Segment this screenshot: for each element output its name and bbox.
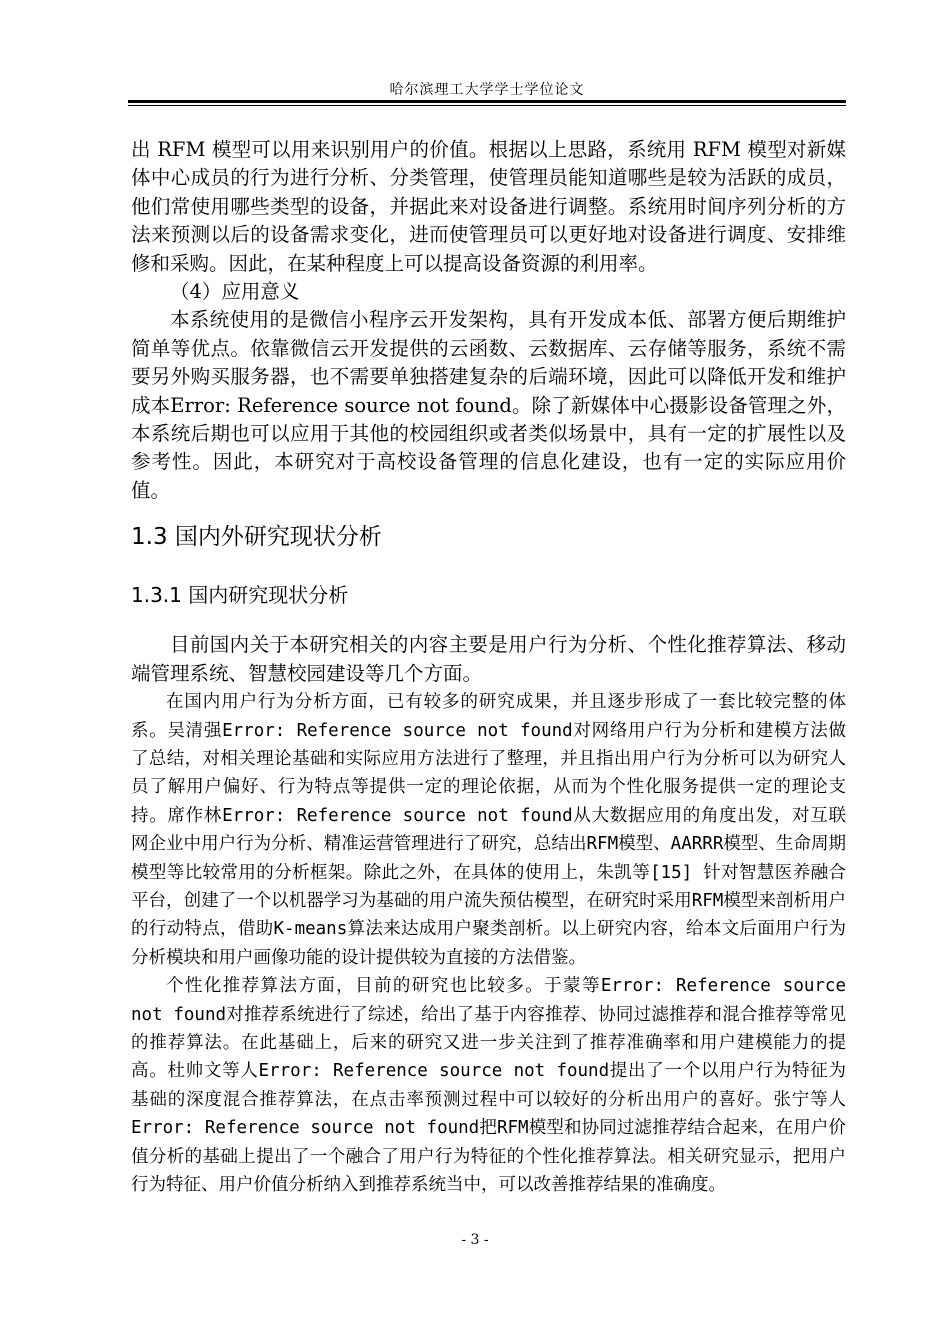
paragraph-domestic-overview: 目前国内关于本研究相关的内容主要是用户行为分析、个性化推荐算法、移动端管理系统、智慧校园建设等几个方面。 <box>131 633 846 685</box>
page-number: - 3 - <box>461 1232 489 1248</box>
paragraph-user-behavior-analysis: 在国内用户行为分析方面，已有较多的研究成果，并且逐步形成了一套比较完整的体系。吴清强Error: Reference source not found对网络用户行为分析和建模方法做了总结，对相关理论基础和实际应用方法进行了整理，并且指出用户行为分析可以为研究人员了解用户偏好、行为特点等提供一定的理论依据，从而为个性化服务提供一定的理论支持。席作林Error: Reference source not found从大数据应用的角度出发，对互联网企业中用户行为分析、精准运营管理进行了研究，总结出RFM模型、AARRR模型、生命周期模型等比较常用的分析框架。除此之外，在具体的使用上，朱凯等[15] 针对智慧医养融合平台，创建了一个以机器学习为基础的用户流失预估模型，在研究时采用RFM模型来剖析用户的行动特点，借助K-means算法来达成用户聚类剖析。以上研究内容，给本文后面用户行为分析模块和用户画像功能的设计提供较为直接的方法借鉴。 <box>131 692 846 968</box>
header-rule-thin <box>128 105 846 106</box>
paragraph-continued: 出 RFM 模型可以用来识别用户的价值。根据以上思路，系统用 RFM 模型对新媒体中心成员的行为进行分析、分类管理，使管理员能知道哪些是较为活跃的成员，他们常使用哪些类型的设备，并据此来对设备进行调整。系统用时间序列分析的方法来预测以后的设备需求变化，进而使管理员可以更好地对设备进行调度、安排维修和采购。因此，在某种程度上可以提高设备资源的利用率。 <box>131 138 846 275</box>
page-body <box>131 136 846 1199</box>
paragraph-recommendation-algorithms: 个性化推荐算法方面，目前的研究也比较多。于蒙等Error: Reference source not found对推荐系统进行了综述，给出了基于内容推荐、协同过滤推荐和混合推荐等常见的推荐算法。在此基础上，后来的研究又进一步关注到了推荐准确率和用户建模能力的提高。杜帅文等人Error: Reference source not found提出了一个以用户行为特征为基础的深度混合推荐算法，在点击率预测过程中可以较好的分析出用户的喜好。张宁等人Error: Reference source not found把RFM模型和协同过滤推荐结合起来，在用户价值分析的基础上提出了一个融合了用户行为特征的个性化推荐算法。相关研究显示，把用户行为特征、用户价值分析纳入到推荐系统当中，可以改善推荐结果的准确度。 <box>131 976 846 1195</box>
subsection-label-application: （4）应用意义 <box>170 280 300 304</box>
header-rule-thick <box>128 100 846 103</box>
section-heading-1-3: 1.3 国内外研究现状分析 <box>131 524 382 551</box>
paragraph-application-significance: 本系统使用的是微信小程序云开发架构，具有开发成本低、部署方便后期维护简单等优点。依靠微信云开发提供的云函数、云数据库、云存储等服务，系统不需要另外购买服务器，也不需要单独搭建复杂的后端环境，因此可以降低开发和维护成本Error: Reference source not found。除了新媒体中心摄影设备管理之外，本系统后期也可以应用于其他的校园组织或者类似场景中，具有一定的扩展性以及参考性。因此，本研究对于高校设备管理的信息化建设，也有一定的实际应用价值。 <box>131 308 846 502</box>
running-header: 哈尔滨理工大学学士学位论文 <box>389 82 585 98</box>
section-heading-1-3-1: 1.3.1 国内研究现状分析 <box>131 583 349 608</box>
